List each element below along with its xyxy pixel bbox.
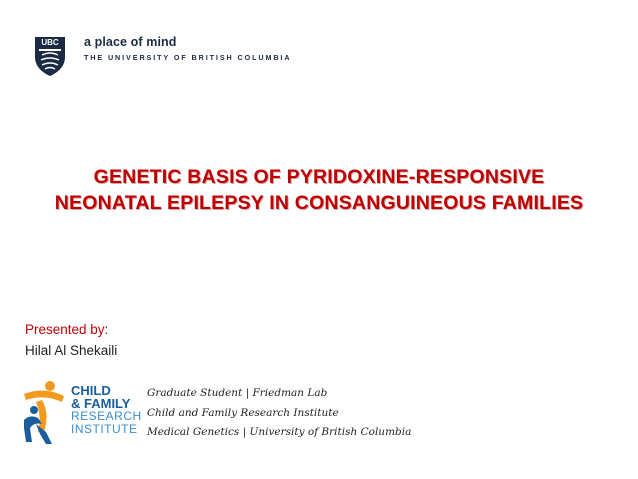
presented-by-label: Presented by: (25, 322, 109, 337)
slide-title-line-1: GENETIC BASIS OF PYRIDOXINE-RESPONSIVE (93, 166, 545, 188)
cfri-logo-wordmark (71, 384, 142, 436)
slide-title (0, 164, 638, 216)
affiliation-line: Medical Genetics | University of British Columbia (147, 426, 412, 438)
cfri-word-family: & FAMILY (71, 396, 131, 411)
cfri-word-child: CHILD (71, 383, 111, 398)
ubc-crest-text: UBC (41, 38, 59, 47)
cfri-figure-logo-icon (20, 380, 68, 446)
presenter-name: Hilal Al Shekaili (25, 343, 118, 358)
ubc-tagline: a place of mind (84, 35, 177, 49)
affiliation-line: Graduate Student | Friedman Lab (147, 387, 328, 399)
affiliation-line: Child and Family Research Institute (147, 406, 339, 419)
ubc-university-name: THE UNIVERSITY OF BRITISH COLUMBIA (84, 53, 292, 62)
affiliation-block (147, 384, 411, 443)
cfri-word-institute: INSTITUTE (71, 422, 138, 436)
cfri-word-research: RESEARCH (71, 409, 142, 423)
slide-title-line-2: NEONATAL EPILEPSY IN CONSANGUINEOUS FAMILIES (54, 192, 584, 214)
ubc-crest-logo (33, 35, 67, 77)
